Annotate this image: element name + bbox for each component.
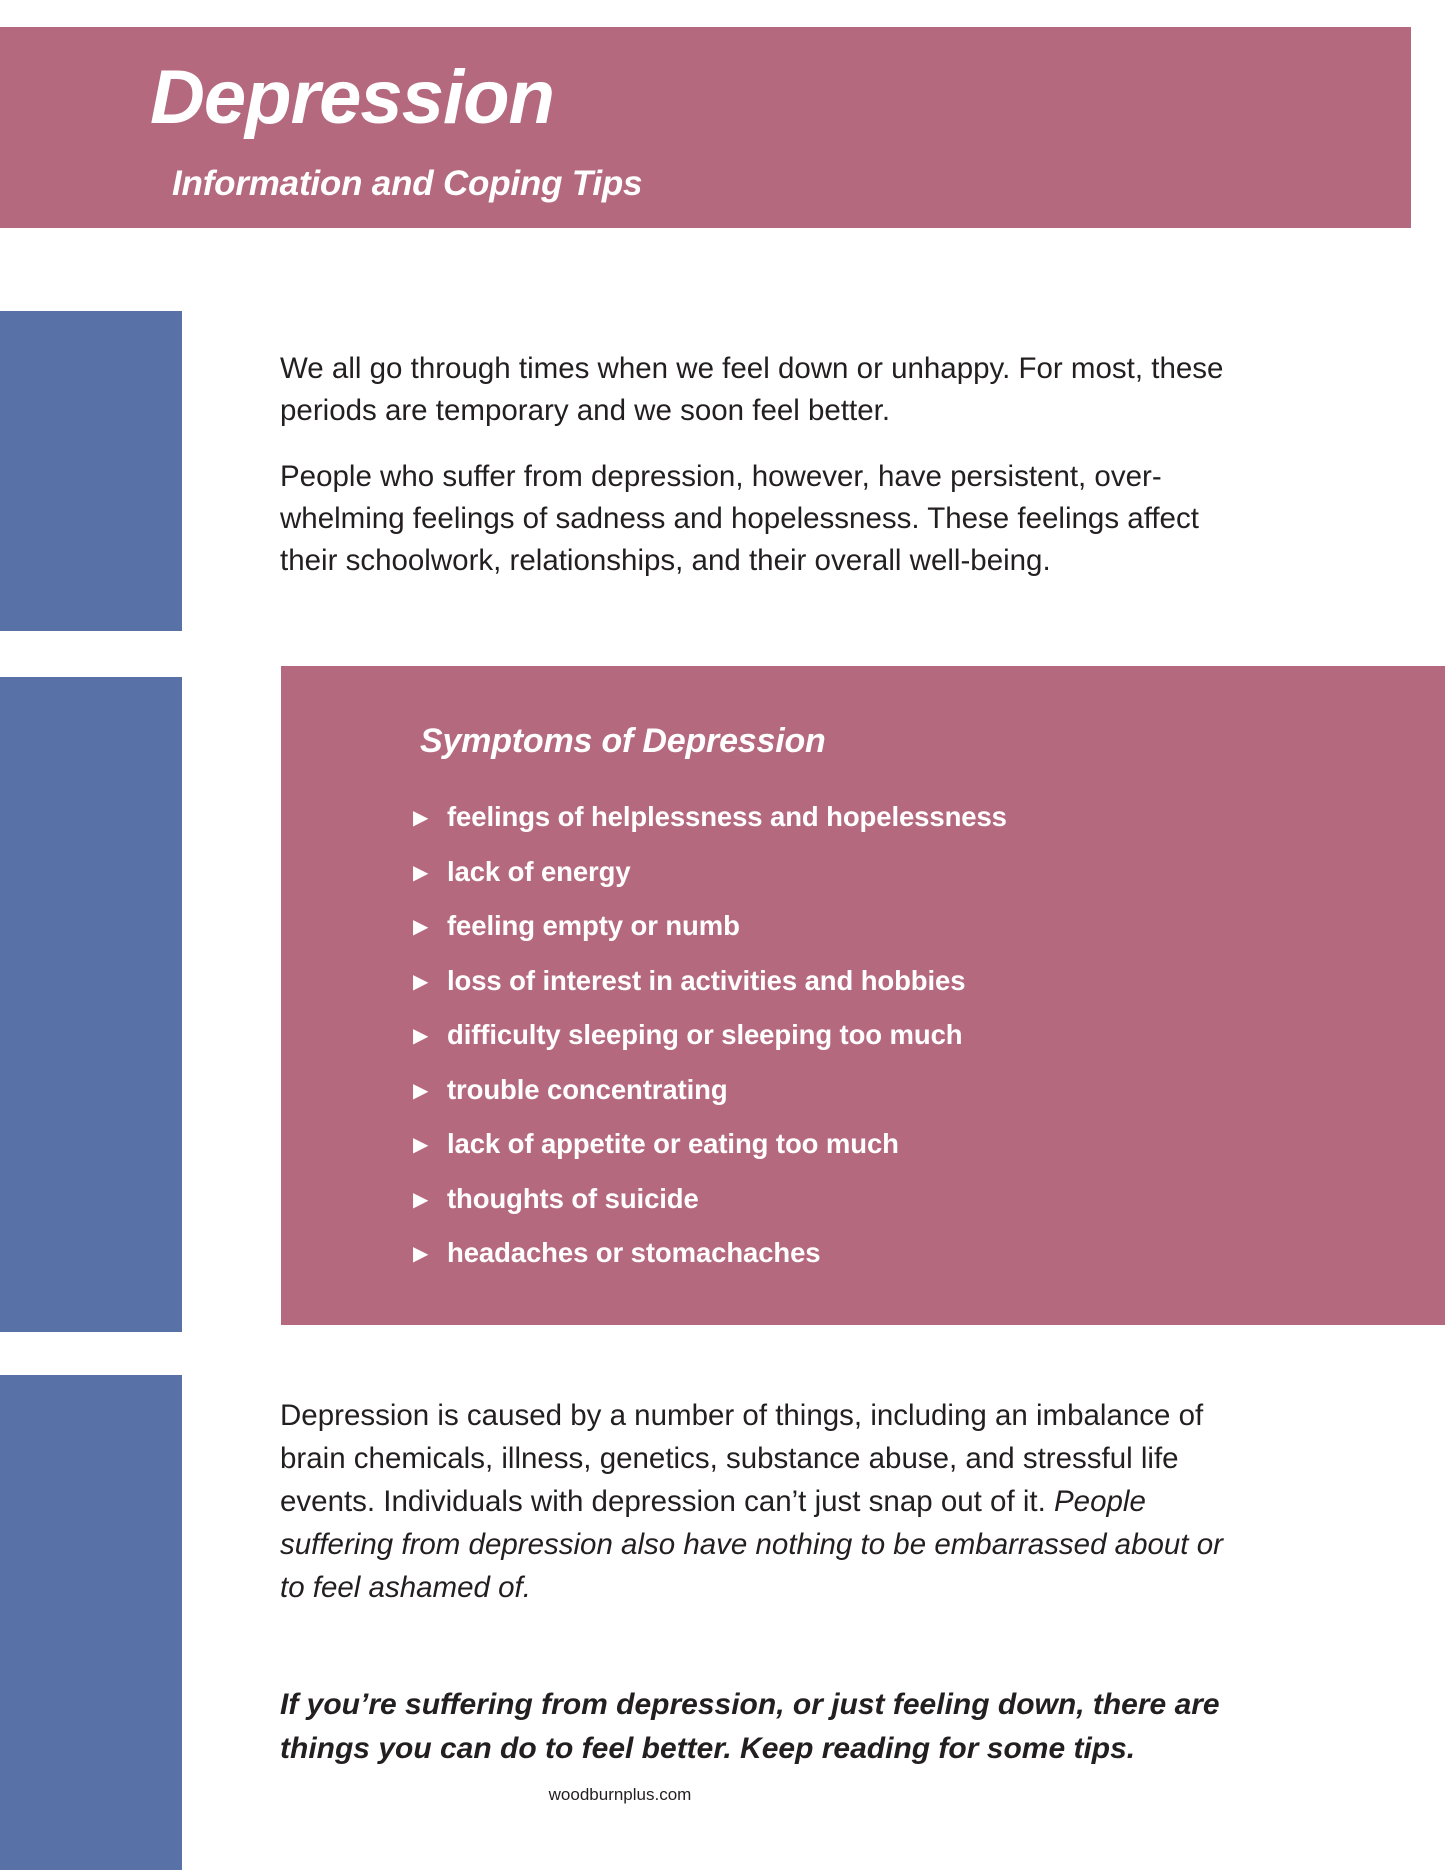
decorative-blue-block-2 <box>0 677 182 1332</box>
symptom-label: thoughts of suicide <box>447 1182 699 1214</box>
triangle-bullet-icon: ▶ <box>413 1025 429 1047</box>
triangle-bullet-icon: ▶ <box>413 916 429 938</box>
causes-text-italic: People suffering from depression also have nothing to be embarrassed about or to feel ashamed of. <box>280 1485 1223 1604</box>
symptom-label: headaches or stomachaches <box>447 1237 821 1268</box>
symptom-list-item <box>413 1236 1413 1291</box>
symptom-list-item <box>413 1018 1413 1073</box>
symptom-list-item <box>413 1182 1413 1237</box>
symptom-list-item <box>413 800 1413 855</box>
triangle-bullet-icon: ▶ <box>413 1188 429 1211</box>
intro-paragraph-2: People who suffer from depression, however, have persistent, over-whelming feelings of sadness and hopelessness. These feelings affect their schoolwork, relationships, and their overall well-being. <box>280 460 1199 577</box>
symptom-list-item <box>413 1073 1413 1128</box>
page-subtitle: Information and Coping Tips <box>172 164 643 203</box>
intro-section <box>280 348 1240 606</box>
symptom-label: lack of energy <box>447 855 631 887</box>
symptoms-list <box>413 800 1413 1291</box>
symptom-label: difficulty sleeping or sleeping too much <box>447 1019 963 1050</box>
causes-paragraph <box>280 1394 1240 1609</box>
closing-paragraph: If you’re suffering from depression, or just feeling down, there are things you can do to feel better. Keep reading for some tips. <box>280 1688 1220 1765</box>
intro-paragraph-1: We all go through times when we feel down or unhappy. For most, these periods are temporary and we soon feel better. <box>280 352 1224 427</box>
page-title: Depression <box>150 55 554 140</box>
triangle-bullet-icon: ▶ <box>413 1134 429 1156</box>
symptom-list-item <box>413 964 1413 1019</box>
causes-section <box>280 1394 1240 1771</box>
triangle-bullet-icon: ▶ <box>413 1243 429 1265</box>
triangle-bullet-icon: ▶ <box>413 970 429 993</box>
symptom-list-item <box>413 1127 1413 1182</box>
symptom-list-item <box>413 855 1413 910</box>
decorative-blue-block-1 <box>0 311 182 631</box>
header-banner <box>0 27 1411 228</box>
triangle-bullet-icon: ▶ <box>413 861 429 884</box>
triangle-bullet-icon: ▶ <box>413 807 429 829</box>
symptoms-heading: Symptoms of Depression <box>420 722 826 760</box>
symptoms-panel <box>281 666 1445 1325</box>
symptom-list-item <box>413 909 1413 964</box>
symptom-label: feeling empty or numb <box>447 910 740 941</box>
causes-text-normal: Depression is caused by a number of things, including an imbalance of brain chemicals, illness, genetics, substance abuse, and stressful life events. Individuals with depression can’t just snap out of it. <box>280 1399 1204 1518</box>
symptom-label: feelings of helplessness and hopelessness <box>447 801 1007 832</box>
symptom-label: loss of interest in activities and hobbies <box>447 964 966 996</box>
triangle-bullet-icon: ▶ <box>413 1079 429 1102</box>
footer-credit: woodburnplus.com <box>548 1785 692 1804</box>
symptom-label: lack of appetite or eating too much <box>447 1128 899 1159</box>
symptom-label: trouble concentrating <box>447 1073 728 1105</box>
